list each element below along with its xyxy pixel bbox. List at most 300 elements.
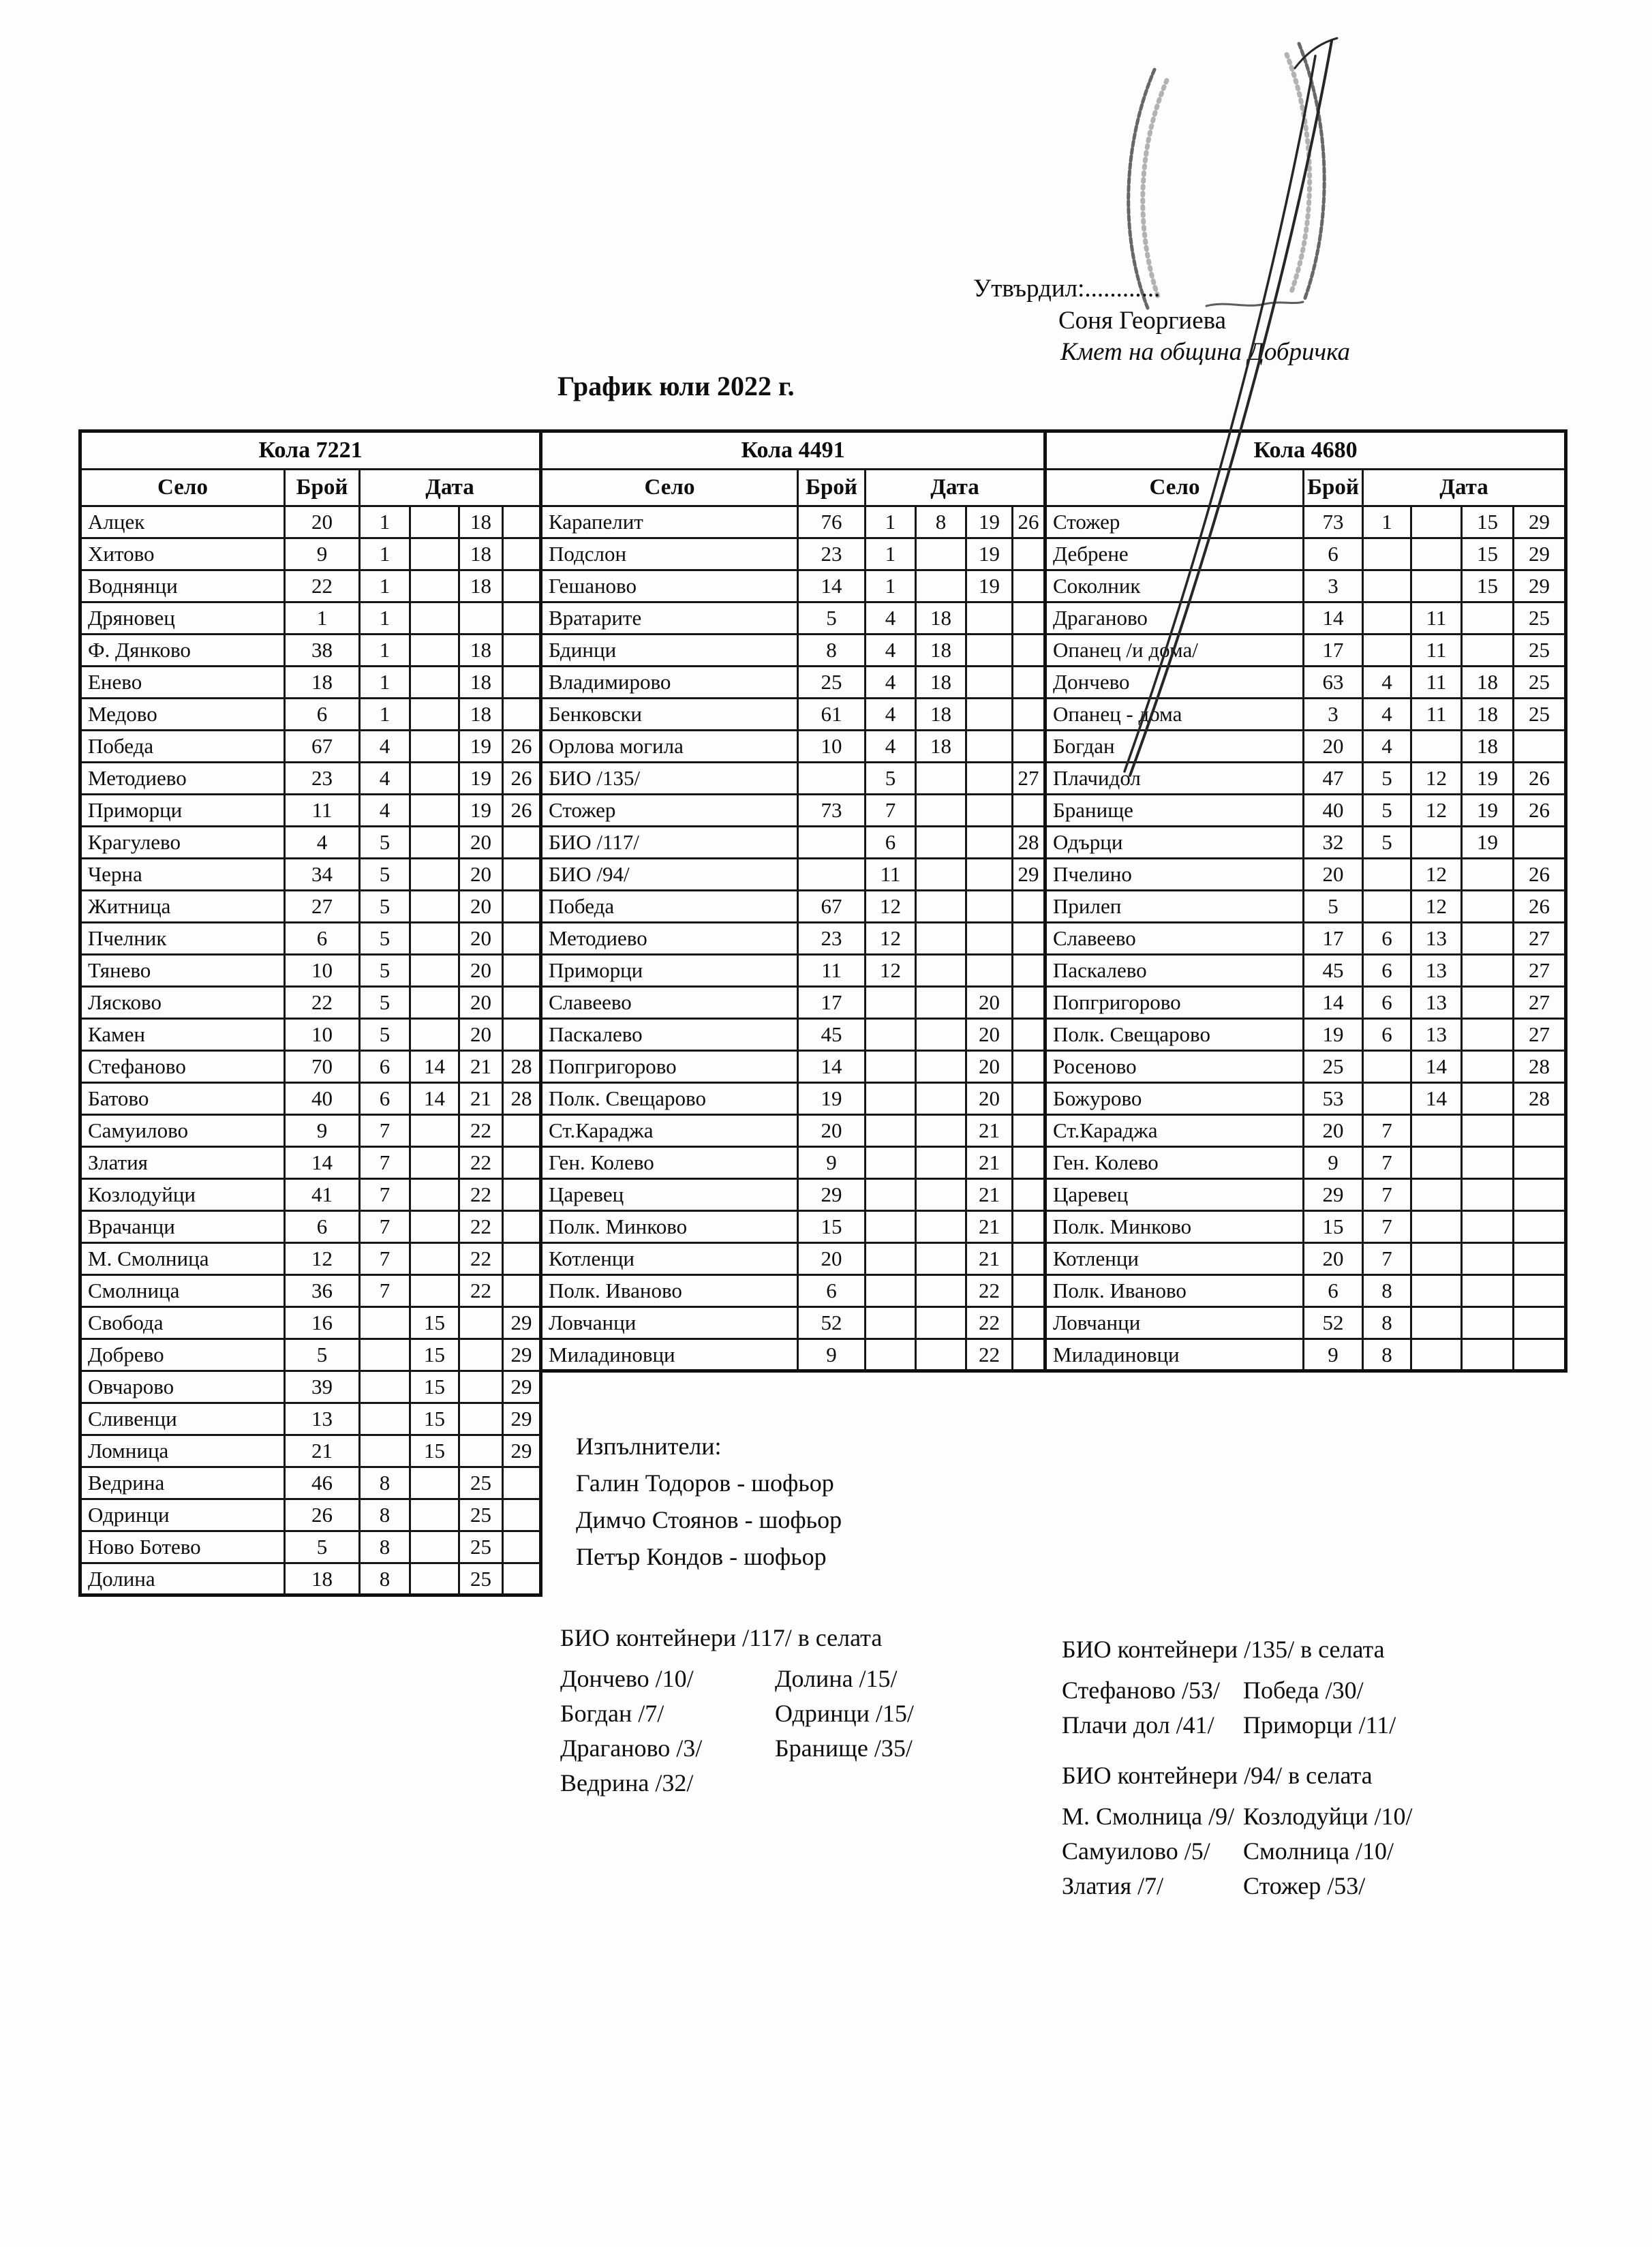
date-cell [916, 1179, 966, 1211]
bio-note-title: БИО контейнери /135/ в селата [1062, 1636, 1385, 1663]
table-title: Кола 4491 [541, 431, 1045, 470]
stamp-edge-icon [1299, 44, 1324, 300]
date-cell: 29 [1514, 538, 1566, 570]
date-cell [1411, 1243, 1462, 1275]
date-cell [503, 1211, 541, 1243]
date-cell: 6 [1363, 955, 1411, 987]
count-cell: 45 [798, 1019, 866, 1051]
village-cell: Прилеп [1045, 891, 1304, 923]
village-cell: Попгригорово [1045, 987, 1304, 1019]
bio-note-item: Стефаново /53/ [1062, 1677, 1221, 1704]
village-cell: Царевец [1045, 1179, 1304, 1211]
village-cell: Миладиновци [1045, 1339, 1304, 1371]
date-cell: 20 [459, 1019, 503, 1051]
date-cell [1013, 1115, 1045, 1147]
table-row [1045, 602, 1566, 635]
table-row [541, 699, 1045, 731]
date-cell [1363, 602, 1411, 635]
date-cell: 1 [360, 635, 410, 667]
date-cell [1013, 731, 1045, 763]
village-cell: Камен [80, 1019, 285, 1051]
date-cell [1462, 923, 1514, 955]
date-cell: 15 [1462, 506, 1514, 538]
table-row [541, 1179, 1045, 1211]
date-cell [503, 635, 541, 667]
table-row [1045, 1211, 1566, 1243]
date-cell [866, 1307, 916, 1339]
date-cell: 18 [1462, 731, 1514, 763]
date-cell [503, 827, 541, 859]
date-cell [916, 795, 966, 827]
date-cell [916, 570, 966, 602]
village-cell: Дебрене [1045, 538, 1304, 570]
village-cell: Котленци [541, 1243, 798, 1275]
date-cell [866, 1019, 916, 1051]
date-cell: 7 [1363, 1243, 1411, 1275]
date-cell: 19 [459, 731, 503, 763]
count-cell: 34 [285, 859, 360, 891]
count-cell: 67 [285, 731, 360, 763]
table-row [541, 987, 1045, 1019]
bio-note-item: Златия /7/ [1062, 1872, 1164, 1899]
table-row [541, 1147, 1045, 1179]
village-cell: Попгригорово [541, 1051, 798, 1083]
table-row [80, 987, 541, 1019]
date-cell [966, 602, 1013, 635]
date-cell: 26 [1514, 795, 1566, 827]
date-cell: 18 [916, 699, 966, 731]
count-cell: 52 [798, 1307, 866, 1339]
count-cell: 21 [285, 1435, 360, 1467]
count-cell: 19 [1304, 1019, 1363, 1051]
date-cell: 20 [966, 1051, 1013, 1083]
date-cell: 13 [1411, 1019, 1462, 1051]
date-cell: 28 [503, 1051, 541, 1083]
date-cell [410, 1531, 459, 1563]
table-row [1045, 923, 1566, 955]
count-cell: 5 [1304, 891, 1363, 923]
table-row [541, 635, 1045, 667]
date-cell: 8 [1363, 1339, 1411, 1371]
date-cell [866, 1211, 916, 1243]
table-row [1045, 891, 1566, 923]
date-cell: 26 [503, 731, 541, 763]
date-cell [916, 955, 966, 987]
date-cell [1462, 1147, 1514, 1179]
table-row [80, 1211, 541, 1243]
bio-note-title: БИО контейнери /94/ в селата [1062, 1762, 1373, 1789]
approver-name: Соня Георгиева [1058, 307, 1227, 335]
village-cell: Победа [541, 891, 798, 923]
table-row [80, 1179, 541, 1211]
date-cell: 15 [410, 1339, 459, 1371]
date-cell [1013, 1211, 1045, 1243]
village-cell: Воднянци [80, 570, 285, 602]
date-cell: 12 [866, 955, 916, 987]
table-row [1045, 1083, 1566, 1115]
date-cell [916, 1339, 966, 1371]
table-row [1045, 1147, 1566, 1179]
date-cell [966, 859, 1013, 891]
count-cell: 14 [798, 570, 866, 602]
village-cell: Стожер [1045, 506, 1304, 538]
village-cell: Сливенци [80, 1403, 285, 1435]
date-cell [1411, 731, 1462, 763]
bio-note-item: Плачи дол /41/ [1062, 1711, 1214, 1739]
table-row [1045, 987, 1566, 1019]
date-cell: 27 [1514, 955, 1566, 987]
date-cell [916, 763, 966, 795]
schedule-table-kola-4491 [539, 429, 1047, 1373]
date-cell [1363, 891, 1411, 923]
date-cell: 5 [866, 763, 916, 795]
date-cell [1013, 1083, 1045, 1115]
village-cell: Ломница [80, 1435, 285, 1467]
table-row [1045, 1307, 1566, 1339]
count-cell: 20 [1304, 1115, 1363, 1147]
date-cell: 5 [1363, 827, 1411, 859]
date-cell [1462, 859, 1514, 891]
village-cell: Методиево [80, 763, 285, 795]
date-cell: 6 [1363, 1019, 1411, 1051]
table-row [1045, 1339, 1566, 1371]
count-cell: 19 [798, 1083, 866, 1115]
count-cell: 41 [285, 1179, 360, 1211]
date-cell [866, 1147, 916, 1179]
table-row [80, 1339, 541, 1371]
date-cell: 21 [966, 1147, 1013, 1179]
date-cell: 7 [360, 1211, 410, 1243]
date-cell: 26 [503, 795, 541, 827]
count-cell [798, 827, 866, 859]
table-row [541, 1019, 1045, 1051]
village-cell: Царевец [541, 1179, 798, 1211]
date-cell [866, 1083, 916, 1115]
date-cell [966, 795, 1013, 827]
date-cell: 29 [1514, 570, 1566, 602]
date-cell [1411, 1147, 1462, 1179]
count-cell: 20 [798, 1115, 866, 1147]
date-cell: 5 [360, 827, 410, 859]
village-cell: Приморци [80, 795, 285, 827]
date-cell: 1 [866, 570, 916, 602]
date-cell: 20 [966, 987, 1013, 1019]
executors-block [576, 1428, 842, 1575]
date-cell [1363, 1083, 1411, 1115]
date-cell: 20 [459, 827, 503, 859]
date-cell [866, 1339, 916, 1371]
count-cell: 6 [285, 699, 360, 731]
date-cell [1411, 1179, 1462, 1211]
date-cell [1462, 1115, 1514, 1147]
table-row [541, 955, 1045, 987]
date-cell: 21 [966, 1179, 1013, 1211]
date-cell: 12 [1411, 795, 1462, 827]
date-cell [866, 1243, 916, 1275]
bio-note-item: Бранище /35/ [775, 1734, 913, 1762]
date-cell [410, 635, 459, 667]
count-cell: 6 [1304, 538, 1363, 570]
village-cell: Ф. Дянково [80, 635, 285, 667]
executors-heading: Изпълнители: [576, 1433, 722, 1460]
village-cell: Ловчанци [541, 1307, 798, 1339]
date-cell [1411, 1275, 1462, 1307]
date-cell: 7 [1363, 1211, 1411, 1243]
village-cell: Гешаново [541, 570, 798, 602]
village-cell: БИО /135/ [541, 763, 798, 795]
village-cell: Врачанци [80, 1211, 285, 1243]
village-cell: Ст.Караджа [1045, 1115, 1304, 1147]
bio-note-item: Стожер /53/ [1243, 1872, 1366, 1899]
date-cell: 19 [966, 538, 1013, 570]
count-cell: 61 [798, 699, 866, 731]
date-cell [1514, 1339, 1566, 1371]
village-cell: Свобода [80, 1307, 285, 1339]
date-cell [1462, 1211, 1514, 1243]
date-cell [410, 538, 459, 570]
table-row [80, 602, 541, 635]
village-cell: Драганово [1045, 602, 1304, 635]
date-cell [966, 731, 1013, 763]
count-cell: 52 [1304, 1307, 1363, 1339]
bio-note-117 [560, 1621, 914, 1801]
bio-note-item: Самуилово /5/ [1062, 1837, 1210, 1865]
date-cell: 20 [459, 891, 503, 923]
table-row [1045, 1019, 1566, 1051]
village-cell: БИО /117/ [541, 827, 798, 859]
table-row [541, 1243, 1045, 1275]
count-cell: 40 [1304, 795, 1363, 827]
count-cell: 22 [285, 987, 360, 1019]
village-cell: Полк. Иваново [541, 1275, 798, 1307]
date-cell: 20 [459, 923, 503, 955]
date-cell [866, 1051, 916, 1083]
table-row [1045, 1115, 1566, 1147]
executor-name: Петър Кондов - шофьор [576, 1543, 827, 1570]
date-cell [410, 1499, 459, 1531]
table-row [80, 1371, 541, 1403]
table-row [541, 506, 1045, 538]
count-cell: 10 [798, 731, 866, 763]
date-cell [916, 1211, 966, 1243]
table-row [80, 891, 541, 923]
date-cell: 22 [966, 1339, 1013, 1371]
table-title: Кола 7221 [80, 431, 541, 470]
count-cell: 17 [798, 987, 866, 1019]
date-cell [1462, 1051, 1514, 1083]
table-row [80, 795, 541, 827]
signature-stroke-icon [1295, 38, 1337, 68]
date-cell: 15 [410, 1371, 459, 1403]
date-cell [916, 891, 966, 923]
date-cell: 11 [1411, 699, 1462, 731]
date-cell: 25 [459, 1499, 503, 1531]
date-cell: 4 [866, 699, 916, 731]
date-cell: 11 [866, 859, 916, 891]
date-cell [410, 891, 459, 923]
table-row [1045, 827, 1566, 859]
date-cell [966, 955, 1013, 987]
date-cell [459, 1403, 503, 1435]
date-cell: 19 [1462, 827, 1514, 859]
count-cell: 38 [285, 635, 360, 667]
date-cell: 11 [1411, 602, 1462, 635]
village-cell: Златия [80, 1147, 285, 1179]
table-row [80, 667, 541, 699]
date-cell: 8 [1363, 1307, 1411, 1339]
count-cell: 29 [1304, 1179, 1363, 1211]
village-cell: Самуилово [80, 1115, 285, 1147]
village-cell: Одринци [80, 1499, 285, 1531]
date-cell: 28 [503, 1083, 541, 1115]
date-cell: 12 [1411, 891, 1462, 923]
date-cell: 4 [866, 731, 916, 763]
date-cell [410, 1147, 459, 1179]
date-cell [410, 987, 459, 1019]
date-cell [1363, 859, 1411, 891]
count-cell: 40 [285, 1083, 360, 1115]
table-title: Кола 4680 [1045, 431, 1566, 470]
date-cell [1462, 635, 1514, 667]
date-cell: 6 [360, 1083, 410, 1115]
col-header-count: Брой [1304, 470, 1363, 506]
table-row [80, 570, 541, 602]
village-cell: Ведрина [80, 1467, 285, 1499]
village-cell: Пчелино [1045, 859, 1304, 891]
village-cell: Ген. Колево [541, 1147, 798, 1179]
count-cell: 15 [798, 1211, 866, 1243]
count-cell: 73 [1304, 506, 1363, 538]
date-cell: 12 [866, 891, 916, 923]
date-cell [1013, 955, 1045, 987]
bio-note-94 [1062, 1758, 1412, 1904]
date-cell: 25 [459, 1563, 503, 1595]
count-cell: 20 [798, 1243, 866, 1275]
date-cell: 5 [360, 955, 410, 987]
date-cell: 19 [966, 506, 1013, 538]
count-cell: 9 [1304, 1339, 1363, 1371]
village-cell: Миладиновци [541, 1339, 798, 1371]
date-cell [1013, 538, 1045, 570]
date-cell: 29 [503, 1307, 541, 1339]
count-cell: 6 [285, 1211, 360, 1243]
village-cell: Плачидол [1045, 763, 1304, 795]
date-cell [966, 635, 1013, 667]
date-cell [966, 699, 1013, 731]
village-cell: Славеево [1045, 923, 1304, 955]
count-cell: 5 [285, 1531, 360, 1563]
date-cell [1013, 570, 1045, 602]
date-cell [1013, 1019, 1045, 1051]
date-cell [1411, 1307, 1462, 1339]
date-cell: 25 [1514, 635, 1566, 667]
date-cell [916, 1275, 966, 1307]
date-cell [1013, 1051, 1045, 1083]
table-row [1045, 795, 1566, 827]
village-cell: Смолница [80, 1275, 285, 1307]
table-row [80, 1499, 541, 1531]
table-row [1045, 506, 1566, 538]
village-cell: Долина [80, 1563, 285, 1595]
date-cell: 5 [360, 923, 410, 955]
date-cell: 1 [360, 538, 410, 570]
village-cell: Черна [80, 859, 285, 891]
table-row [541, 1339, 1045, 1371]
date-cell [1514, 827, 1566, 859]
date-cell: 13 [1411, 955, 1462, 987]
date-cell [1462, 1019, 1514, 1051]
village-cell: Ново Ботево [80, 1531, 285, 1563]
table-row [1045, 538, 1566, 570]
date-cell: 4 [1363, 731, 1411, 763]
date-cell: 4 [360, 795, 410, 827]
date-cell: 14 [410, 1083, 459, 1115]
col-header-count: Брой [798, 470, 866, 506]
col-header-count: Брой [285, 470, 360, 506]
date-cell [1411, 1115, 1462, 1147]
count-cell: 6 [1304, 1275, 1363, 1307]
village-cell: Божурово [1045, 1083, 1304, 1115]
date-cell [503, 667, 541, 699]
table-row [80, 923, 541, 955]
date-cell [503, 506, 541, 538]
count-cell: 3 [1304, 570, 1363, 602]
table-row [541, 795, 1045, 827]
count-cell: 6 [798, 1275, 866, 1307]
count-cell: 11 [798, 955, 866, 987]
date-cell [503, 1147, 541, 1179]
date-cell: 20 [966, 1019, 1013, 1051]
village-cell: Славеево [541, 987, 798, 1019]
date-cell: 21 [966, 1211, 1013, 1243]
date-cell: 22 [459, 1147, 503, 1179]
date-cell: 27 [1013, 763, 1045, 795]
date-cell [866, 1115, 916, 1147]
date-cell [410, 923, 459, 955]
date-cell [503, 570, 541, 602]
date-cell: 1 [360, 699, 410, 731]
date-cell [966, 891, 1013, 923]
count-cell: 73 [798, 795, 866, 827]
count-cell: 39 [285, 1371, 360, 1403]
date-cell [360, 1435, 410, 1467]
date-cell: 13 [1411, 923, 1462, 955]
count-cell: 27 [285, 891, 360, 923]
date-cell: 6 [1363, 987, 1411, 1019]
date-cell: 8 [360, 1531, 410, 1563]
count-cell: 26 [285, 1499, 360, 1531]
col-header-village: Село [541, 470, 798, 506]
table-row [1045, 667, 1566, 699]
bio-note-item: Драганово /3/ [560, 1734, 703, 1762]
village-cell: Лясково [80, 987, 285, 1019]
count-cell: 16 [285, 1307, 360, 1339]
village-cell: Дряновец [80, 602, 285, 635]
date-cell: 12 [1411, 763, 1462, 795]
count-cell: 18 [285, 667, 360, 699]
village-cell: Крагулево [80, 827, 285, 859]
date-cell: 5 [360, 1019, 410, 1051]
village-cell: Стефаново [80, 1051, 285, 1083]
count-cell: 45 [1304, 955, 1363, 987]
count-cell: 20 [1304, 731, 1363, 763]
bio-note-item: Одринци /15/ [775, 1700, 914, 1727]
date-cell [1514, 731, 1566, 763]
date-cell: 7 [1363, 1115, 1411, 1147]
count-cell: 3 [1304, 699, 1363, 731]
date-cell [410, 570, 459, 602]
date-cell: 20 [459, 987, 503, 1019]
